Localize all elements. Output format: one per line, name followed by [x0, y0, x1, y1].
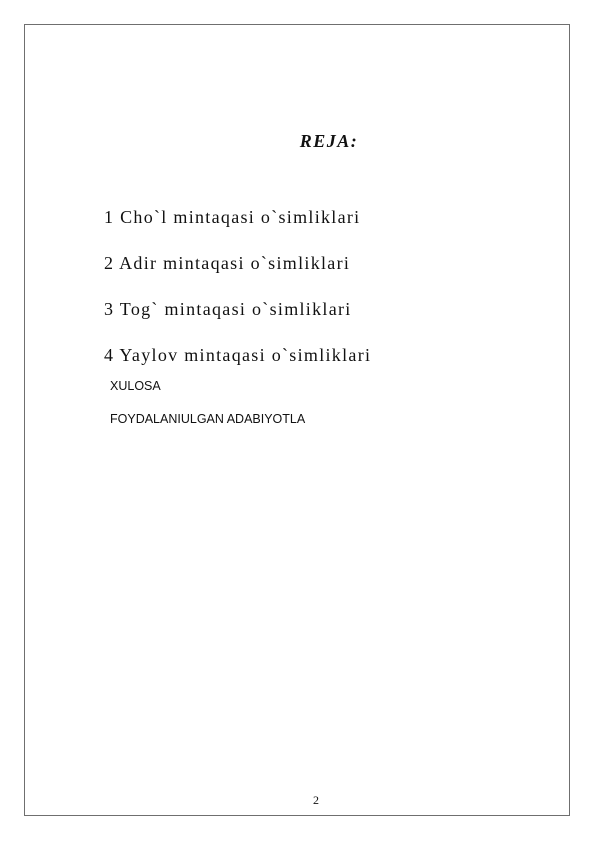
page-number: 2 [313, 793, 319, 807]
plan-item: 2 Adir mintaqasi o`simliklari [104, 253, 351, 273]
plan-item: 3 Tog` mintaqasi o`simliklari [104, 299, 352, 319]
plan-item: 1 Cho`l mintaqasi o`simliklari [104, 207, 361, 227]
conclusion-heading: XULOSA [110, 379, 161, 393]
page-title: REJA: [299, 131, 359, 151]
plan-list [104, 205, 371, 389]
plan-item: 4 Yaylov mintaqasi o`simliklari [104, 345, 372, 365]
references-heading: FOYDALANIULGAN ADABIYOTLA [110, 412, 306, 426]
